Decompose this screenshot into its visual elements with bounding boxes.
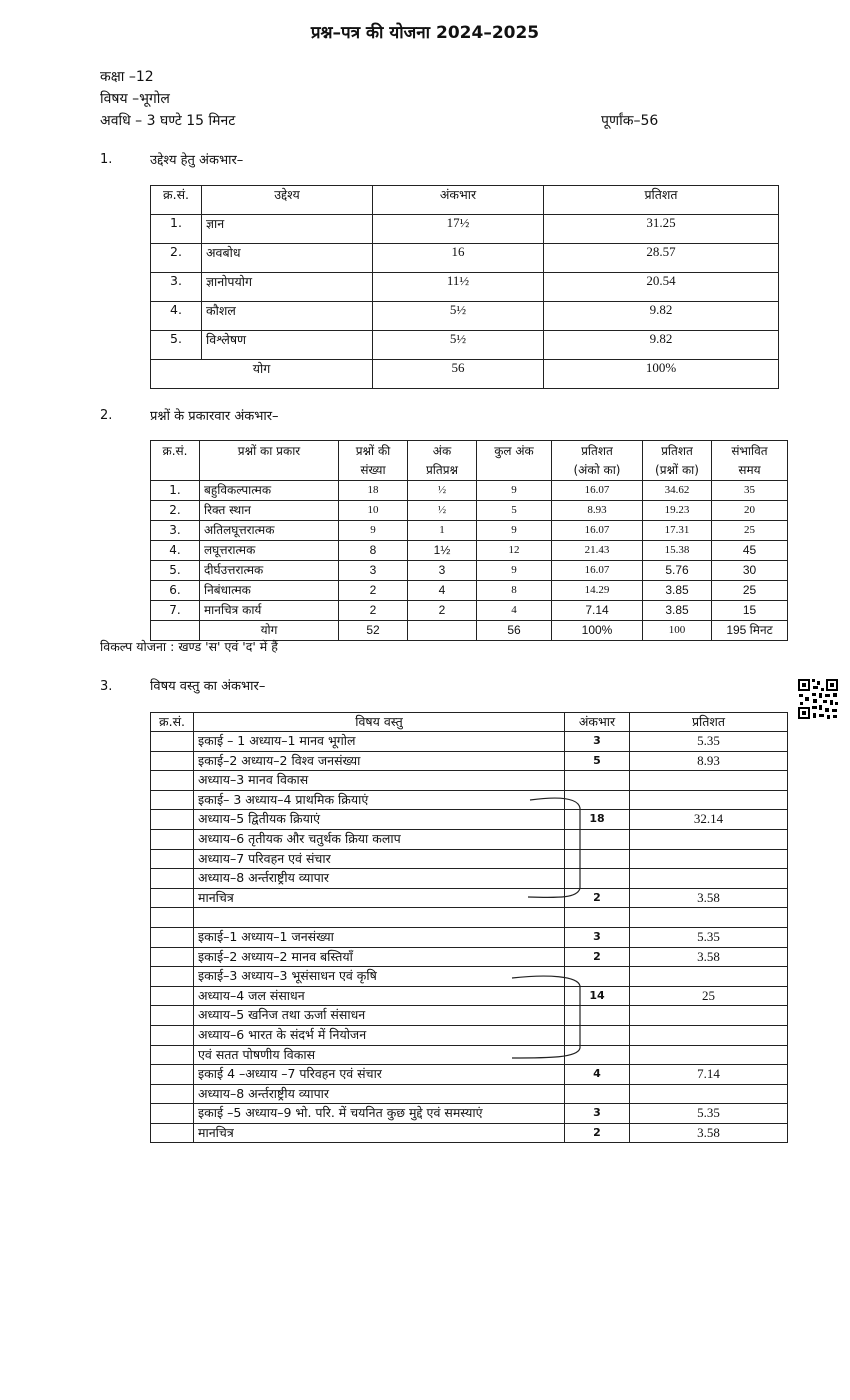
table-row	[151, 927, 788, 947]
cell: 5½	[373, 331, 544, 360]
percent-cell: 7.14	[630, 1065, 788, 1085]
table-header-row	[151, 186, 779, 215]
table-row	[151, 908, 788, 928]
header-cell: अंकभार	[373, 186, 544, 215]
class-line: कक्षा –12	[100, 69, 154, 85]
cell: 8.93	[552, 501, 643, 521]
content-weightage-table	[150, 712, 788, 1143]
cell: ज्ञान	[202, 215, 373, 244]
serial-cell	[151, 908, 194, 928]
topic-cell: अध्याय–5 खनिज तथा ऊर्जा संसाधन	[194, 1006, 565, 1026]
topic-cell: इकाई– 3 अध्याय–4 प्राथमिक क्रियाएं	[194, 790, 565, 810]
cell: 28.57	[544, 244, 779, 273]
cell: 11½	[373, 273, 544, 302]
percent-cell: 5.35	[630, 927, 788, 947]
cell: 7.	[151, 601, 200, 621]
table-row	[151, 541, 788, 561]
qr-code-icon	[797, 678, 839, 720]
header-cell: अंकभार	[565, 713, 630, 732]
group-brace-2	[508, 972, 588, 1064]
marks-cell: 2	[565, 1123, 630, 1143]
topic-cell: इकाई–3 अध्याय–3 भूसंसाधन एवं कृषि	[194, 967, 565, 987]
header-cell: अंक प्रतिप्रश्न	[408, 441, 477, 481]
cell: 25	[712, 581, 788, 601]
table-row	[151, 1123, 788, 1143]
cell: 8	[339, 541, 408, 561]
cell: 9	[477, 561, 552, 581]
total-percent-marks: 100%	[552, 621, 643, 641]
serial-cell	[151, 810, 194, 830]
total-label: योग	[151, 360, 373, 389]
topic-cell: एवं सतत पोषणीय विकास	[194, 1045, 565, 1065]
serial-cell	[151, 1123, 194, 1143]
table-row	[151, 302, 779, 331]
topic-cell: इकाई 4 –अध्याय –7 परिवहन एवं संचार	[194, 1065, 565, 1085]
duration-line: अवधि – 3 घण्टे 15 मिनट	[100, 113, 236, 129]
serial-cell	[151, 1084, 194, 1104]
percent-cell: 3.58	[630, 1123, 788, 1143]
table-row	[151, 481, 788, 501]
cell: 3	[339, 561, 408, 581]
cell: 2	[339, 581, 408, 601]
serial-cell	[151, 1045, 194, 1065]
table-row	[151, 751, 788, 771]
subject-line: विषय –भूगोल	[100, 91, 170, 107]
header-cell: क्र.सं.	[151, 713, 194, 732]
table-row	[151, 790, 788, 810]
table-row	[151, 1084, 788, 1104]
percent-cell: 8.93	[630, 751, 788, 771]
table-row	[151, 601, 788, 621]
cell: 18	[339, 481, 408, 501]
marks-cell: 3	[565, 1104, 630, 1124]
topic-cell: इकाई – 1 अध्याय–1 मानव भूगोल	[194, 732, 565, 752]
cell: निबंधात्मक	[200, 581, 339, 601]
cell: ½	[408, 481, 477, 501]
cell	[408, 621, 477, 641]
percent-cell	[630, 908, 788, 928]
table-row	[151, 986, 788, 1006]
marks-cell: 2	[565, 947, 630, 967]
topic-cell: इकाई–1 अध्याय–1 जनसंख्या	[194, 927, 565, 947]
serial-cell	[151, 986, 194, 1006]
cell: ज्ञानोपयोग	[202, 273, 373, 302]
table-header-row	[151, 441, 788, 481]
section1-heading: उद्देश्य हेतु अंकभार–	[150, 153, 244, 168]
cell: 4	[477, 601, 552, 621]
percent-cell: 32.14	[630, 810, 788, 830]
cell: 9	[339, 521, 408, 541]
cell: अतिलघूत्तरात्मक	[200, 521, 339, 541]
cell: रिक्त स्थान	[200, 501, 339, 521]
cell: 21.43	[552, 541, 643, 561]
header-cell: विषय वस्तु	[194, 713, 565, 732]
cell: अवबोध	[202, 244, 373, 273]
serial-cell	[151, 732, 194, 752]
table-header-row	[151, 713, 788, 732]
cell: बहुविकल्पात्मक	[200, 481, 339, 501]
cell: लघूत्तरात्मक	[200, 541, 339, 561]
table-row	[151, 732, 788, 752]
percent-cell	[630, 849, 788, 869]
table-row	[151, 244, 779, 273]
total-questions: 52	[339, 621, 408, 641]
topic-cell	[194, 908, 565, 928]
header-cell: प्रतिशत	[630, 713, 788, 732]
section3-number: 3.	[100, 679, 113, 694]
serial-cell	[151, 771, 194, 791]
cell: 3	[408, 561, 477, 581]
header-cell: प्रतिशत (प्रश्नों का)	[643, 441, 712, 481]
topic-cell: इकाई–2 अध्याय–2 मानव बस्तियाँ	[194, 947, 565, 967]
cell: 15.38	[643, 541, 712, 561]
cell: 4.	[151, 302, 202, 331]
table-row	[151, 273, 779, 302]
total-label: योग	[200, 621, 339, 641]
cell: 20.54	[544, 273, 779, 302]
table-row	[151, 1025, 788, 1045]
cell: दीर्घउत्तरात्मक	[200, 561, 339, 581]
table-row	[151, 810, 788, 830]
header-cell: प्रश्नों की संख्या	[339, 441, 408, 481]
topic-cell: इकाई–2 अध्याय–2 विश्व जनसंख्या	[194, 751, 565, 771]
percent-cell: 3.58	[630, 888, 788, 908]
header-cell: प्रतिशत (अंको का)	[552, 441, 643, 481]
table-row	[151, 888, 788, 908]
total-percent-questions: 100	[643, 621, 712, 641]
table-total-row	[151, 360, 779, 389]
cell: 2.	[151, 244, 202, 273]
cell: 5½	[373, 302, 544, 331]
table-row	[151, 967, 788, 987]
objective-table	[150, 185, 779, 389]
cell: 2	[408, 601, 477, 621]
percent-cell	[630, 829, 788, 849]
marks-cell: 3	[565, 732, 630, 752]
header-cell: कुल अंक	[477, 441, 552, 481]
percent-cell	[630, 1084, 788, 1104]
marks-cell: 2	[565, 888, 630, 908]
marks-cell: 18	[565, 810, 630, 830]
header-cell: प्रतिशत	[544, 186, 779, 215]
percent-cell	[630, 967, 788, 987]
serial-cell	[151, 1006, 194, 1026]
cell: 17.31	[643, 521, 712, 541]
table-row	[151, 561, 788, 581]
marks-cell	[565, 771, 630, 791]
table-row	[151, 1045, 788, 1065]
header-cell: क्र.सं.	[151, 441, 200, 481]
table-row	[151, 331, 779, 360]
cell: 10	[339, 501, 408, 521]
topic-cell: अध्याय–8 अर्न्तराष्ट्रीय व्यापार	[194, 1084, 565, 1104]
full-marks: पूर्णांक–56	[601, 113, 659, 129]
marks-cell: 3	[565, 927, 630, 947]
cell: 1.	[151, 215, 202, 244]
header-cell: क्र.सं.	[151, 186, 202, 215]
cell: 34.62	[643, 481, 712, 501]
percent-cell	[630, 869, 788, 889]
percent-cell	[630, 771, 788, 791]
question-type-table	[150, 440, 788, 641]
percent-cell	[630, 790, 788, 810]
cell: 30	[712, 561, 788, 581]
cell: 8	[477, 581, 552, 601]
cell: 20	[712, 501, 788, 521]
section2-number: 2.	[100, 408, 113, 423]
percent-cell	[630, 1006, 788, 1026]
cell: 12	[477, 541, 552, 561]
table-row	[151, 215, 779, 244]
header-cell: संभावित समय	[712, 441, 788, 481]
serial-cell	[151, 751, 194, 771]
cell: मानचित्र कार्य	[200, 601, 339, 621]
serial-cell	[151, 829, 194, 849]
cell: 15	[712, 601, 788, 621]
cell: 1	[408, 521, 477, 541]
serial-cell	[151, 849, 194, 869]
header-cell: प्रश्नों का प्रकार	[200, 441, 339, 481]
cell: 14.29	[552, 581, 643, 601]
serial-cell	[151, 790, 194, 810]
cell: 2.	[151, 501, 200, 521]
table-row	[151, 947, 788, 967]
cell: 16	[373, 244, 544, 273]
topic-cell: मानचित्र	[194, 1123, 565, 1143]
table-row	[151, 1006, 788, 1026]
total-marks: 56	[373, 360, 544, 389]
cell: 45	[712, 541, 788, 561]
cell: 3.85	[643, 601, 712, 621]
marks-cell	[565, 1084, 630, 1104]
serial-cell	[151, 1065, 194, 1085]
table-row	[151, 869, 788, 889]
table-row	[151, 501, 788, 521]
content-table-body	[151, 732, 788, 1143]
cell: 17½	[373, 215, 544, 244]
section1-number: 1.	[100, 152, 113, 167]
topic-cell: अध्याय–5 द्वितीयक क्रियाएं	[194, 810, 565, 830]
percent-cell	[630, 1045, 788, 1065]
table-row	[151, 521, 788, 541]
cell: 4	[408, 581, 477, 601]
table-row	[151, 771, 788, 791]
marks-cell: 14	[565, 986, 630, 1006]
table-row	[151, 1104, 788, 1124]
cell: 6.	[151, 581, 200, 601]
cell: 31.25	[544, 215, 779, 244]
cell: 35	[712, 481, 788, 501]
table-row	[151, 581, 788, 601]
header-cell: उद्देश्य	[202, 186, 373, 215]
topic-cell: अध्याय–8 अर्न्तराष्ट्रीय व्यापार	[194, 869, 565, 889]
cell: ½	[408, 501, 477, 521]
cell: 1½	[408, 541, 477, 561]
serial-cell	[151, 1104, 194, 1124]
percent-cell: 5.35	[630, 1104, 788, 1124]
topic-cell: अध्याय–6 भारत के संदर्भ में नियोजन	[194, 1025, 565, 1045]
cell: 25	[712, 521, 788, 541]
cell: विश्लेषण	[202, 331, 373, 360]
topic-cell: इकाई –5 अध्याय–9 भो. परि. में चयनित कुछ मुद्दे एवं समस्याएं	[194, 1104, 565, 1124]
cell: कौशल	[202, 302, 373, 331]
topic-cell: अध्याय–3 मानव विकास	[194, 771, 565, 791]
marks-cell: 4	[565, 1065, 630, 1085]
cell: 7.14	[552, 601, 643, 621]
percent-cell: 3.58	[630, 947, 788, 967]
cell: 16.07	[552, 521, 643, 541]
table-row	[151, 1065, 788, 1085]
cell: 3.	[151, 521, 200, 541]
topic-cell: मानचित्र	[194, 888, 565, 908]
percent-cell: 25	[630, 986, 788, 1006]
marks-cell	[565, 908, 630, 928]
topic-cell: अध्याय–6 तृतीयक और चतुर्थक क्रिया कलाप	[194, 829, 565, 849]
topic-cell: अध्याय–7 परिवहन एवं संचार	[194, 849, 565, 869]
section3-heading: विषय वस्तु का अंकभार–	[150, 679, 266, 694]
cell: 3.	[151, 273, 202, 302]
cell: 2	[339, 601, 408, 621]
topic-cell: अध्याय–4 जल संसाधन	[194, 986, 565, 1006]
marks-cell: 5	[565, 751, 630, 771]
cell: 9	[477, 521, 552, 541]
cell: 9	[477, 481, 552, 501]
serial-cell	[151, 947, 194, 967]
cell: 9.82	[544, 331, 779, 360]
total-marks: 56	[477, 621, 552, 641]
cell: 3.85	[643, 581, 712, 601]
group-brace-1	[520, 794, 590, 904]
cell: 16.07	[552, 481, 643, 501]
percent-cell	[630, 1025, 788, 1045]
cell: 5.	[151, 331, 202, 360]
serial-cell	[151, 967, 194, 987]
table-row	[151, 849, 788, 869]
cell: 5.	[151, 561, 200, 581]
total-percent: 100%	[544, 360, 779, 389]
serial-cell	[151, 1025, 194, 1045]
option-note: विकल्प योजना : खण्ड 'स' एवं 'द' में हैं	[100, 639, 278, 654]
cell: 16.07	[552, 561, 643, 581]
cell: 19.23	[643, 501, 712, 521]
serial-cell	[151, 927, 194, 947]
cell: 1.	[151, 481, 200, 501]
serial-cell	[151, 869, 194, 889]
total-time: 195 मिनट	[712, 621, 788, 641]
cell: 5	[477, 501, 552, 521]
cell: 4.	[151, 541, 200, 561]
cell: 5.76	[643, 561, 712, 581]
section2-heading: प्रश्नों के प्रकारवार अंकभार–	[150, 409, 279, 424]
table-row	[151, 829, 788, 849]
page-title: प्रश्न–पत्र की योजना 2024–2025	[310, 23, 540, 43]
cell: 9.82	[544, 302, 779, 331]
serial-cell	[151, 888, 194, 908]
percent-cell: 5.35	[630, 732, 788, 752]
